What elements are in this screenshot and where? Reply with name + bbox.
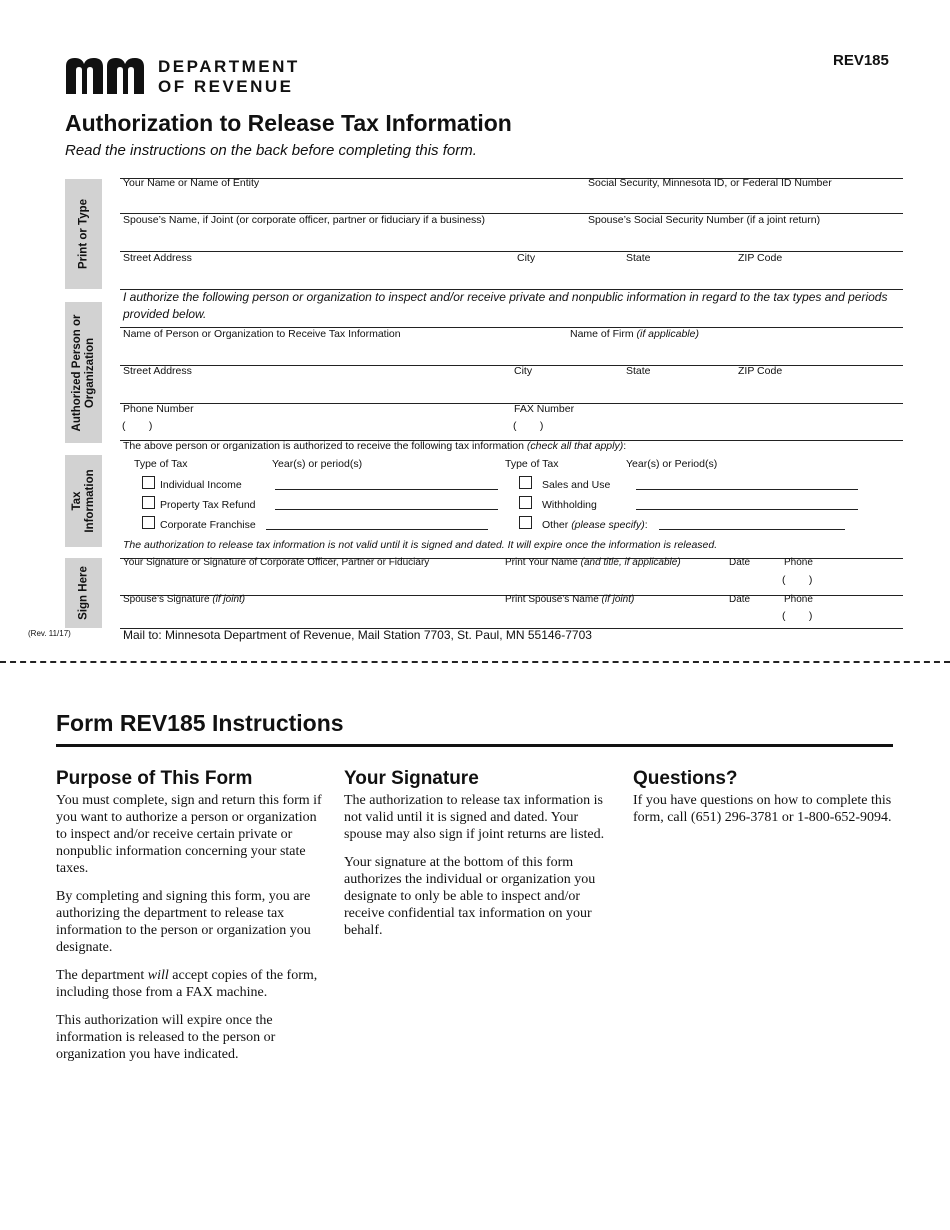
phone-area-code: ( ) xyxy=(122,420,153,432)
property-tax-refund-label: Property Tax Refund xyxy=(160,499,256,511)
corporate-franchise-checkbox[interactable] xyxy=(142,516,155,529)
individual-income-years-field[interactable] xyxy=(275,489,498,490)
tax-info-intro-text: The above person or organization is authorized to receive the following tax information xyxy=(123,440,524,452)
page-title: Authorization to Release Tax Information xyxy=(65,110,512,136)
dept-name-line1: DEPARTMENT xyxy=(158,57,300,76)
tab-authorized-label: Authorized Person or Organization xyxy=(70,314,96,431)
purpose-p4: This authorization will expire once the information is released to the person or organization you have indicated. xyxy=(56,1013,276,1062)
spouse-signature-note: (if joint) xyxy=(212,594,246,605)
spouse-name-field[interactable]: Spouse’s Name, if Joint (or corporate officer, partner or fiduciary if a business) xyxy=(123,214,486,226)
purpose-p3-em: will xyxy=(147,968,169,983)
rule xyxy=(120,251,903,252)
other-label-text: Other xyxy=(542,519,569,531)
mn-logo-icon xyxy=(66,58,148,94)
tab-print-or-type-label: Print or Type xyxy=(77,198,89,270)
tax-info-intro xyxy=(123,440,626,452)
other-label-note: (please specify) xyxy=(571,519,645,531)
revision-date: (Rev. 11/17) xyxy=(28,629,71,638)
phone-number-field[interactable]: Phone Number xyxy=(123,403,194,415)
firm-name-note: (if applicable) xyxy=(636,328,699,340)
mail-to-address: Mail to: Minnesota Department of Revenue, Mail Station 7703, St. Paul, MN 55146-7703 xyxy=(123,628,592,642)
col-type-of-tax: Type of Tax xyxy=(134,458,188,470)
authorization-statement: I authorize the following person or organization to inspect and/or receive private and nonpublic information in regard to the tax types and periods provided below. xyxy=(123,290,888,321)
tax-info-intro-note: (check all that apply) xyxy=(526,440,624,452)
rule xyxy=(120,365,903,366)
purpose-p3-b: accept copies of the form, including those from a FAX machine. xyxy=(56,968,318,1000)
recipient-name-field[interactable]: Name of Person or Organization to Receive Tax Information xyxy=(123,328,401,340)
sales-and-use-label: Sales and Use xyxy=(542,479,611,491)
instructions-title: Form REV185 Instructions xyxy=(56,710,344,736)
signature-field[interactable]: Your Signature or Signature of Corporate Officer, Partner or Fiduciary xyxy=(123,557,430,568)
col-years-2: Year(s) or Period(s) xyxy=(626,458,718,470)
fax-area-code: ( ) xyxy=(513,420,544,432)
recipient-state-field[interactable]: State xyxy=(626,365,651,377)
mn-logo xyxy=(66,58,148,99)
dept-name-line2: OF REVENUE xyxy=(158,77,294,96)
other-label-colon: : xyxy=(644,519,648,531)
col-type-of-tax-2: Type of Tax xyxy=(505,458,559,470)
firm-name-field[interactable] xyxy=(570,328,699,340)
zip-field[interactable]: ZIP Code xyxy=(738,252,783,264)
withholding-label: Withholding xyxy=(542,499,597,511)
purpose-p1: You must complete, sign and return this form if you want to authorize a person or organization to inspect and/or receive certain private or nonpublic information concerning your state taxes. xyxy=(56,793,322,876)
fax-number-field[interactable]: FAX Number xyxy=(514,403,575,415)
signature-p2: Your signature at the bottom of this form authorizes the individual or organization you designate to only be able to inspect and/or receive confidential tax information on your behalf. xyxy=(344,855,596,938)
other-label xyxy=(542,519,648,531)
other-specify-field[interactable] xyxy=(659,529,845,530)
col-years: Year(s) or period(s) xyxy=(272,458,363,470)
city-field[interactable]: City xyxy=(517,252,536,264)
recipient-street-field[interactable]: Street Address xyxy=(123,365,192,377)
withholding-checkbox[interactable] xyxy=(519,496,532,509)
page-subtitle: Read the instructions on the back before completing this form. xyxy=(65,142,477,159)
spouse-ssn-field[interactable]: Spouse’s Social Security Number (if a joint return) xyxy=(588,214,821,226)
recipient-city-field[interactable]: City xyxy=(514,365,533,377)
property-tax-refund-checkbox[interactable] xyxy=(142,496,155,509)
sales-and-use-checkbox[interactable] xyxy=(519,476,532,489)
individual-income-checkbox[interactable] xyxy=(142,476,155,489)
tab-tax-info-label: Tax Information xyxy=(70,469,96,533)
taxpayer-name-field[interactable]: Your Name or Name of Entity xyxy=(123,177,260,189)
spouse-phone-area: ( ) xyxy=(782,610,813,622)
individual-income-label: Individual Income xyxy=(160,479,242,491)
signature-column xyxy=(344,768,612,950)
instructions-rule xyxy=(56,744,893,747)
other-checkbox[interactable] xyxy=(519,516,532,529)
cut-line xyxy=(0,661,950,663)
spouse-signature-field[interactable] xyxy=(123,594,245,605)
purpose-p3 xyxy=(56,967,324,1001)
recipient-zip-field[interactable]: ZIP Code xyxy=(738,365,783,377)
sign-phone-field[interactable]: Phone xyxy=(784,557,813,568)
firm-name-label: Name of Firm xyxy=(570,328,634,340)
signature-heading: Your Signature xyxy=(344,768,479,789)
taxpayer-id-field[interactable]: Social Security, Minnesota ID, or Federal ID Number xyxy=(588,177,832,189)
tax-info-intro-colon: : xyxy=(623,440,627,452)
print-name-label: Print Your Name xyxy=(505,557,578,568)
form-code: REV185 xyxy=(833,52,889,69)
purpose-heading: Purpose of This Form xyxy=(56,768,253,789)
spouse-signature-label: Spouse’s Signature xyxy=(123,594,210,605)
tab-sign-here xyxy=(65,558,102,628)
questions-column xyxy=(633,768,901,837)
spouse-phone-field[interactable]: Phone xyxy=(784,594,813,605)
tab-tax-info xyxy=(65,455,102,547)
rule xyxy=(120,403,903,404)
questions-p1: If you have questions on how to complete this form, call (651) 296-3781 or 1-800-652-9094. xyxy=(633,793,892,825)
purpose-column xyxy=(56,768,324,1074)
spouse-print-name-note: (if joint) xyxy=(601,594,635,605)
questions-heading: Questions? xyxy=(633,768,738,789)
purpose-p2: By completing and signing this form, you are authorizing the department to release tax information to the person or organization you designate. xyxy=(56,889,311,955)
tab-authorized xyxy=(65,302,102,443)
corporate-franchise-label: Corporate Franchise xyxy=(160,519,256,531)
print-name-field[interactable] xyxy=(505,557,681,568)
state-field[interactable]: State xyxy=(626,252,651,264)
spouse-date-field[interactable]: Date xyxy=(729,594,751,605)
property-tax-years-field[interactable] xyxy=(275,509,498,510)
sign-phone-area: ( ) xyxy=(782,574,813,586)
sales-and-use-years-field[interactable] xyxy=(636,489,858,490)
corporate-franchise-years-field[interactable] xyxy=(266,529,488,530)
date-field[interactable]: Date xyxy=(729,557,751,568)
print-name-note: (and title, if applicable) xyxy=(580,557,681,568)
purpose-p3-a: The department xyxy=(56,968,148,983)
street-address-field[interactable]: Street Address xyxy=(123,252,192,264)
signature-p1: The authorization to release tax information is not valid until it is signed and dated. Your spouse may also sign if joint returns are listed. xyxy=(344,793,605,842)
tab-print-or-type xyxy=(65,179,102,289)
validity-note: The authorization to release tax information is not valid until it is signed and dated. It will expire once the information is released. xyxy=(123,539,718,551)
withholding-years-field[interactable] xyxy=(636,509,858,510)
spouse-print-name-field[interactable] xyxy=(505,594,634,605)
spouse-print-name-label: Print Spouse’s Name xyxy=(505,594,599,605)
tab-sign-here-label: Sign Here xyxy=(77,566,89,620)
